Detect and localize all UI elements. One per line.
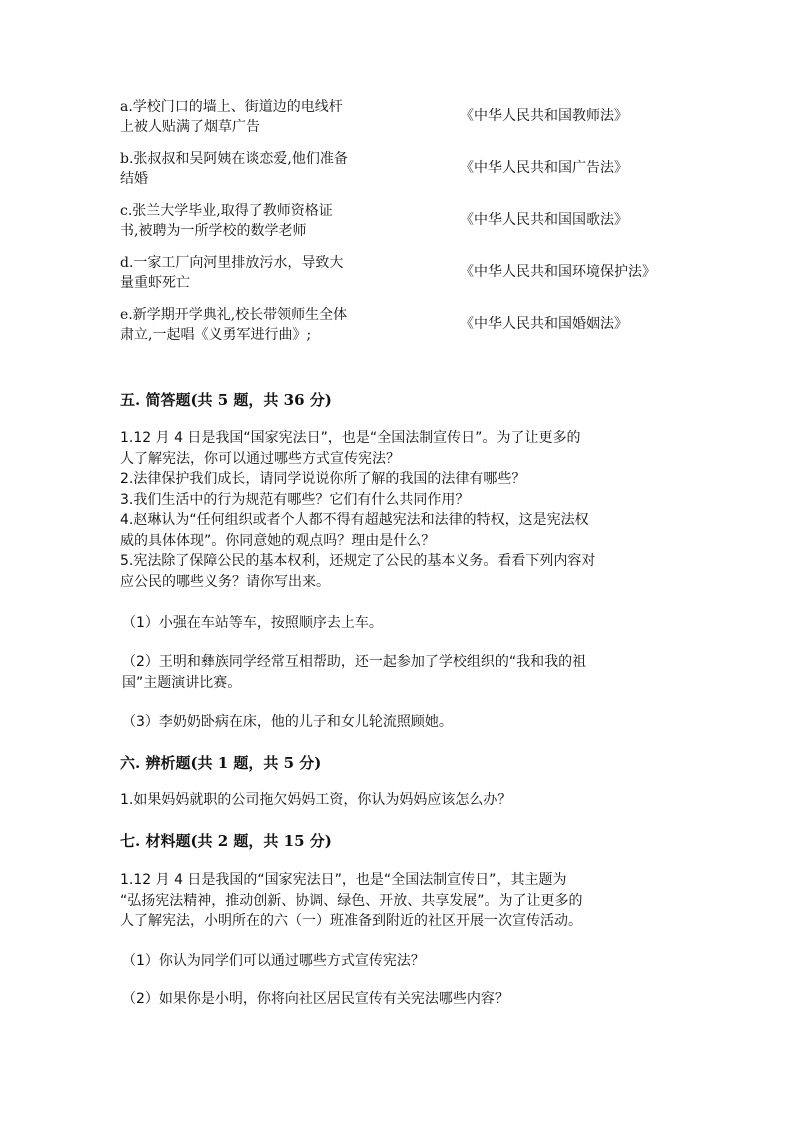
section-title: 六. 辨析题(共 1 题，共 5 分) xyxy=(120,754,322,772)
question-line: 1.12 月 4 日是我国的“国家宪法日”，也是“全国法制宣传日”，其主题为 xyxy=(120,872,567,888)
matching-item-text: 量重虾死亡 xyxy=(120,275,190,291)
question-line: “弘扬宪法精神，推动创新、协调、绿色、开放、共享发展”。为了让更多的 xyxy=(120,892,583,909)
sub-question-line: （2）王明和彝族同学经常互相帮助，还一起参加了学校组织的“我和我的祖 xyxy=(122,654,587,670)
matching-row-e xyxy=(120,305,700,357)
matching-item-text: 上被人贴满了烟草广告 xyxy=(120,119,260,135)
sub-question: （1）你认为同学们可以通过哪些方式宣传宪法？ xyxy=(122,953,425,969)
matching-item-text: 书,被聘为一所学校的数学老师 xyxy=(120,223,307,239)
question-line: 1.12 月 4 日是我国“国家宪法日”，也是“全国法制宣传日”。为了让更多的 xyxy=(120,430,581,446)
question-line: 5.宪法除了保障公民的基本权利，还规定了公民的基本义务。看看下列内容对 xyxy=(120,553,596,569)
matching-row-a xyxy=(120,97,700,149)
matching-table xyxy=(120,97,700,357)
matching-item-text: d.一家工厂向河里排放污水，导致大 xyxy=(120,255,344,271)
law-option: 《中华人民共和国教师法》 xyxy=(460,108,628,124)
matching-row-c xyxy=(120,201,700,253)
section-title: 七. 材料题(共 2 题，共 15 分) xyxy=(120,832,332,850)
matching-item-text: 结婚 xyxy=(120,171,148,187)
sub-question: （3）李奶奶卧病在床，他的儿子和女儿轮流照顾她。 xyxy=(122,714,453,730)
matching-item-text: a.学校门口的墙上、街道边的电线杆 xyxy=(120,99,343,115)
sub-question: （2）如果你是小明，你将向社区居民宣传有关宪法哪些内容？ xyxy=(122,991,509,1007)
short-answer-questions xyxy=(120,428,680,592)
matching-item-b xyxy=(120,149,410,189)
matching-item-text: b.张叔叔和吴阿姨在谈恋爱,他们准备 xyxy=(120,151,348,167)
matching-item-e xyxy=(120,305,410,345)
matching-item-text: e.新学期开学典礼,校长带领师生全体 xyxy=(120,307,348,323)
law-option: 《中华人民共和国国歌法》 xyxy=(460,212,628,228)
matching-item-a xyxy=(120,97,410,137)
material-question xyxy=(120,870,680,932)
matching-item-text: 肃立,一起唱《义勇军进行曲》; xyxy=(120,327,312,343)
matching-row-b xyxy=(120,149,700,201)
section-title: 五. 简答题(共 5 题，共 36 分) xyxy=(120,391,332,409)
sub-question-line: 国”主题演讲比赛。 xyxy=(122,674,242,691)
question-line: 3.我们生活中的行为规范有哪些？它们有什么共同作用？ xyxy=(120,491,470,508)
question-line: 2.法律保护我们成长，请同学说说你所了解的我国的法律有哪些？ xyxy=(120,471,526,487)
matching-item-d xyxy=(120,253,410,293)
law-option: 《中华人民共和国广告法》 xyxy=(460,160,628,176)
matching-item-text: c.张兰大学毕业,取得了教师资格证 xyxy=(120,203,333,219)
matching-row-d xyxy=(120,253,700,305)
question-line: 应公民的哪些义务？请你写出来。 xyxy=(120,573,330,590)
question-line: 4.赵琳认为“任何组织或者个人都不得有超越宪法和法律的特权，这是宪法权 xyxy=(120,512,589,528)
matching-item-c xyxy=(120,201,410,241)
sub-question xyxy=(122,652,586,693)
analysis-question: 1.如果妈妈就职的公司拖欠妈妈工资，你认为妈妈应该怎么办？ xyxy=(120,792,512,808)
law-option: 《中华人民共和国环境保护法》 xyxy=(460,264,656,280)
sub-question: （1）小强在车站等车，按照顺序去上车。 xyxy=(122,615,383,631)
law-option: 《中华人民共和国婚姻法》 xyxy=(460,316,628,332)
question-line: 人了解宪法，你可以通过哪些方式宣传宪法？ xyxy=(120,450,400,467)
question-line: 威的具体体现”。你同意她的观点吗？理由是什么？ xyxy=(120,532,436,549)
question-line: 人了解宪法，小明所在的六（一）班准备到附近的社区开展一次宣传活动。 xyxy=(120,913,582,929)
